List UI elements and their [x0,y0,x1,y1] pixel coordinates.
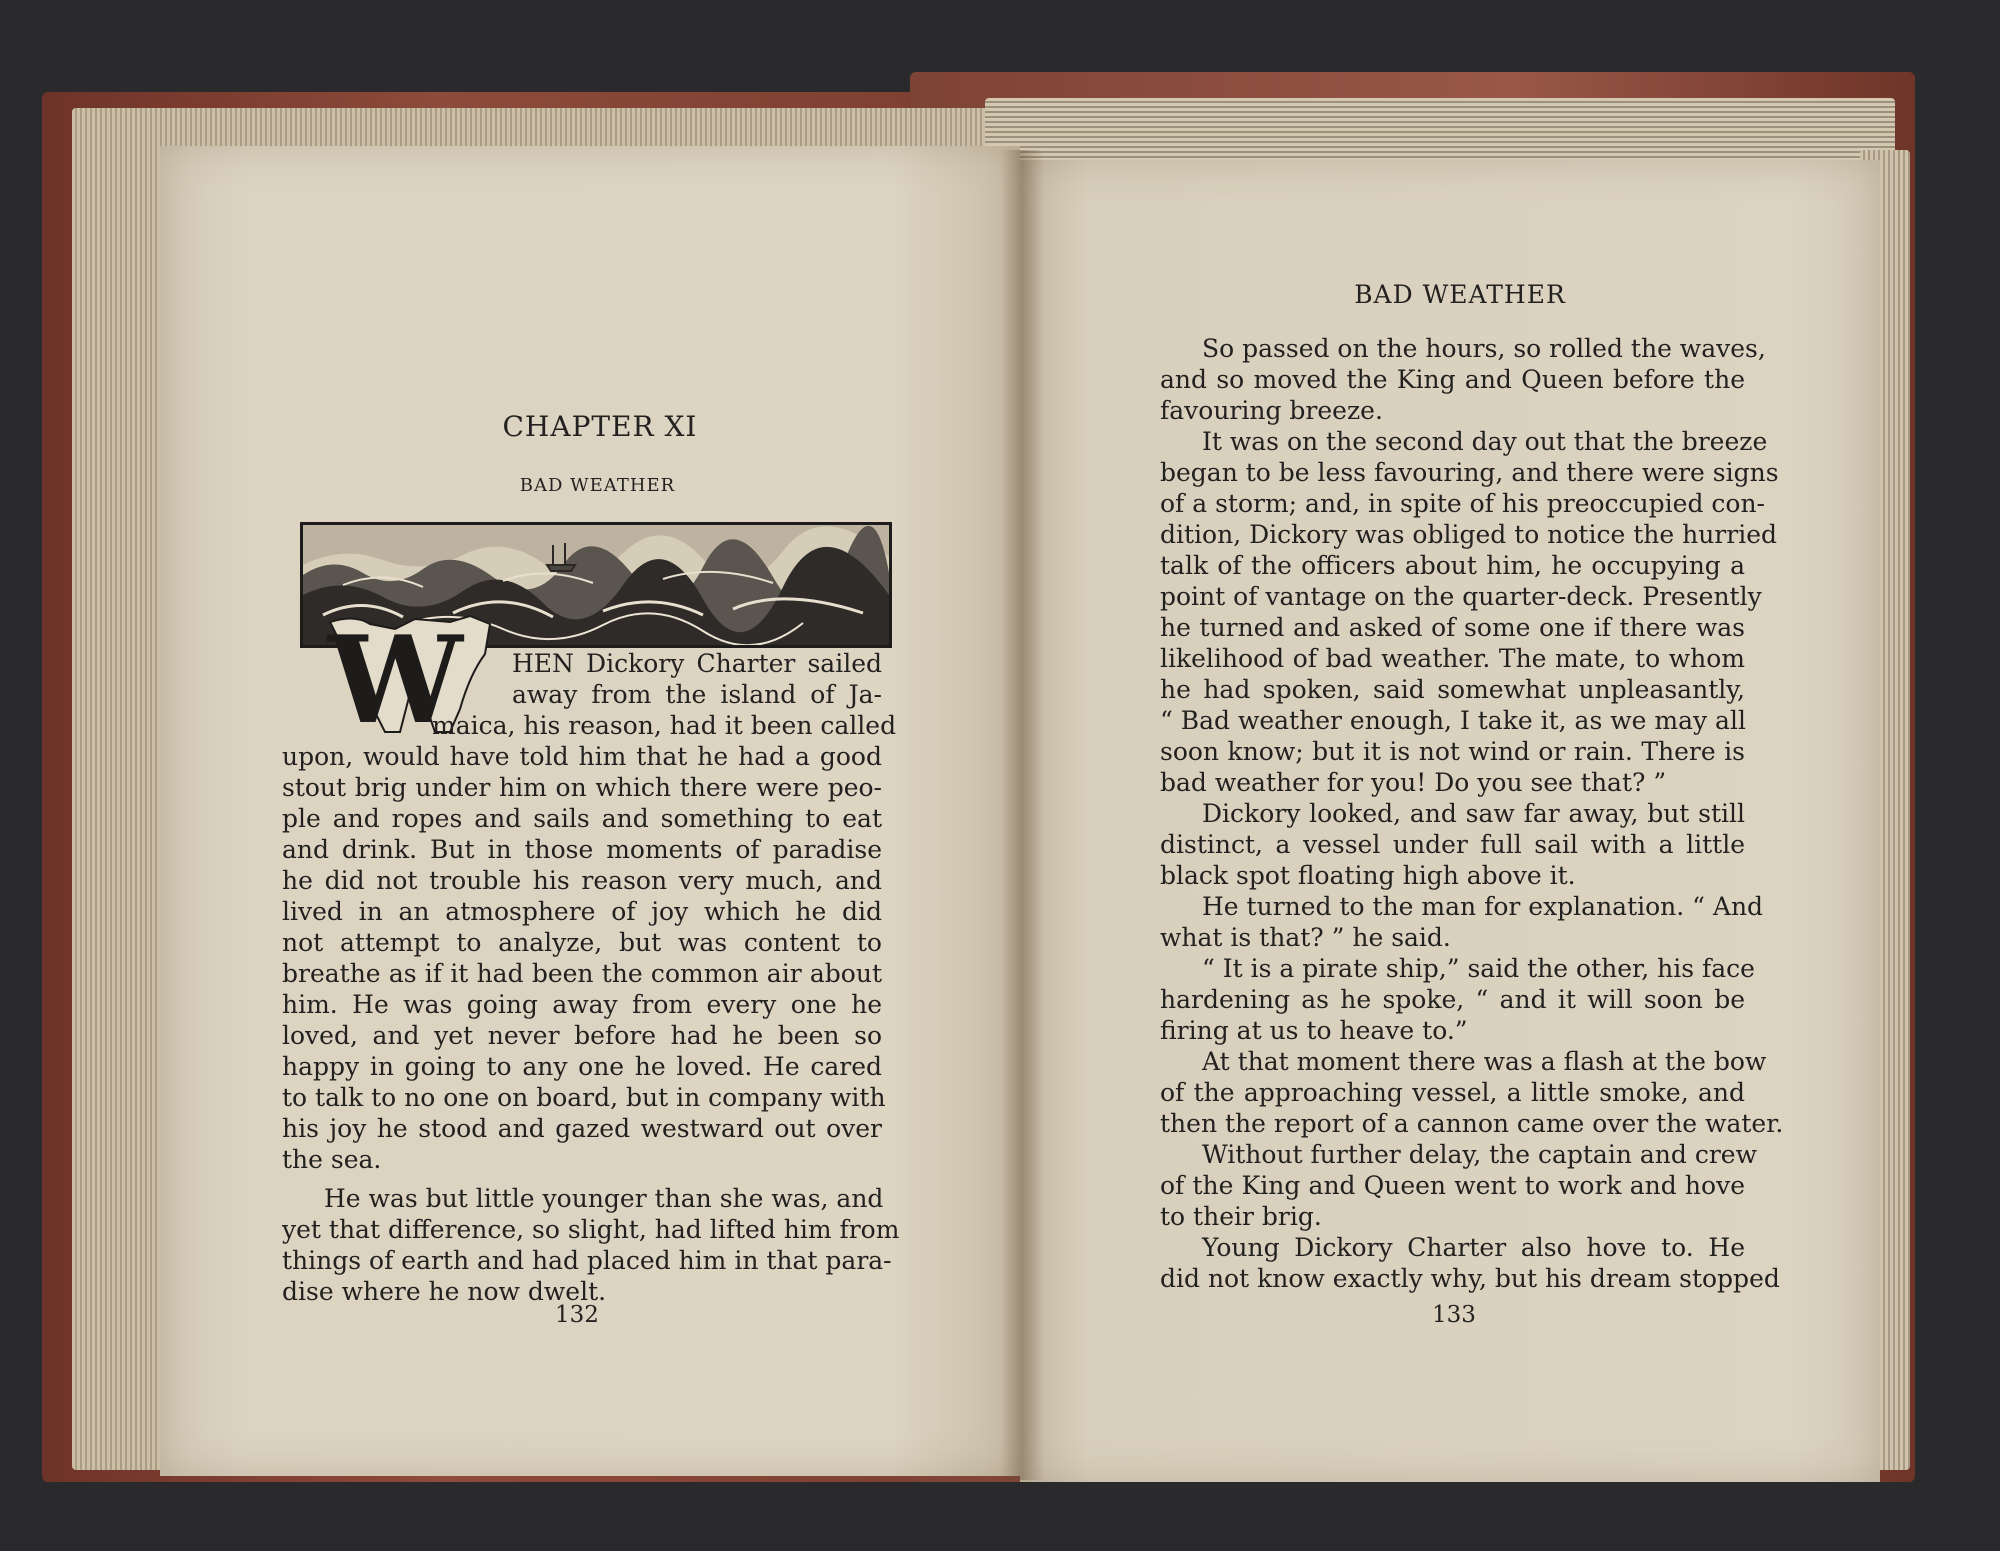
text-line: loved, and yet never before had he been so [282,1021,882,1050]
text-line: favouring breeze. [1160,396,1383,425]
text-line: soon know; but it is not wind or rain. There is [1160,737,1745,766]
running-header: BAD WEATHER [1354,280,1566,309]
text-line: distinct, a vessel under full sail with a little [1160,830,1745,859]
text-line: then the report of a cannon came over the water. [1160,1109,1784,1138]
text-line: and drink. But in those moments of paradise [282,835,882,864]
text-line: of the King and Queen went to work and hove [1160,1171,1745,1200]
text-line: and so moved the King and Queen before the [1160,365,1745,394]
text-line: he turned and asked of some one if there was [1160,613,1745,642]
text-line: Young Dickory Charter also hove to. He [1202,1233,1745,1262]
text-line: lived in an atmosphere of joy which he did [282,897,882,926]
text-line: He was but little younger than she was, and [324,1184,884,1213]
text-line: he did not trouble his reason very much, and [282,866,882,895]
text-line: “ Bad weather enough, I take it, as we may all [1160,706,1746,735]
svg-text:W: W [328,614,463,734]
text-line: So passed on the hours, so rolled the waves, [1202,334,1766,363]
text-line: likelihood of bad weather. The mate, to whom [1160,644,1745,673]
text-line: what is that? ” he said. [1160,923,1451,952]
text-line: black spot floating high above it. [1160,861,1576,890]
text-line: he had spoken, said somewhat unpleasantly, [1160,675,1745,704]
text-line: things of earth and had placed him in that para- [282,1246,892,1275]
text-line: him. He was going away from every one he [282,990,882,1019]
text-line: point of vantage on the quarter-deck. Presently [1160,582,1762,611]
text-line: At that moment there was a flash at the bow [1202,1047,1767,1076]
page-number-left: 132 [555,1302,599,1328]
text-line: dise where he now dwelt. [282,1277,607,1306]
text-line: HEN Dickory Charter sailed [512,649,882,678]
text-line: breathe as if it had been the common air about [282,959,882,988]
text-line: “ It is a pirate ship,” said the other, his face [1202,954,1755,983]
text-line: of the approaching vessel, a little smoke, and [1160,1078,1745,1107]
right-page-body [1160,333,1784,1294]
book-gutter [1000,150,1044,1480]
text-line: He turned to the man for explanation. “ And [1202,892,1764,921]
text-line: Without further delay, the captain and crew [1202,1140,1757,1169]
text-line: to talk to no one on board, but in company with [282,1083,886,1112]
text-line: the sea. [282,1145,382,1174]
text-line: to their brig. [1160,1202,1322,1231]
chapter-title: CHAPTER XI [502,410,698,443]
text-line: maica, his reason, had it been called [432,711,897,740]
text-line: firing at us to heave to.” [1160,1016,1468,1045]
text-line: talk of the officers about him, he occupying a [1160,551,1745,580]
page-number-right: 133 [1432,1302,1476,1328]
text-line: not attempt to analyze, but was content to [282,928,882,957]
left-page-body [282,648,900,1307]
text-line: did not know exactly why, but his dream stopped [1160,1264,1780,1293]
text-line: hardening as he spoke, “ and it will soon be [1160,985,1745,1014]
text-line: away from the island of Ja- [512,680,882,709]
text-line: began to be less favouring, and there were signs [1160,458,1779,487]
text-line: yet that difference, so slight, had lifted him from [282,1215,900,1244]
text-line: It was on the second day out that the breeze [1202,427,1768,456]
text-line: ple and ropes and sails and something to eat [282,804,882,833]
text-line: his joy he stood and gazed westward out over [282,1114,882,1143]
text-line: bad weather for you! Do you see that? ” [1160,768,1667,797]
text-line: dition, Dickory was obliged to notice the hurried [1160,520,1777,549]
text-line: upon, would have told him that he had a good [282,742,882,771]
text-line: Dickory looked, and saw far away, but still [1202,799,1745,828]
text-line: stout brig under him on which there were peo- [282,773,882,802]
chapter-subtitle: BAD WEATHER [519,475,676,496]
text-line: of a storm; and, in spite of his preoccupied con- [1160,489,1765,518]
text-line: happy in going to any one he loved. He cared [282,1052,882,1081]
